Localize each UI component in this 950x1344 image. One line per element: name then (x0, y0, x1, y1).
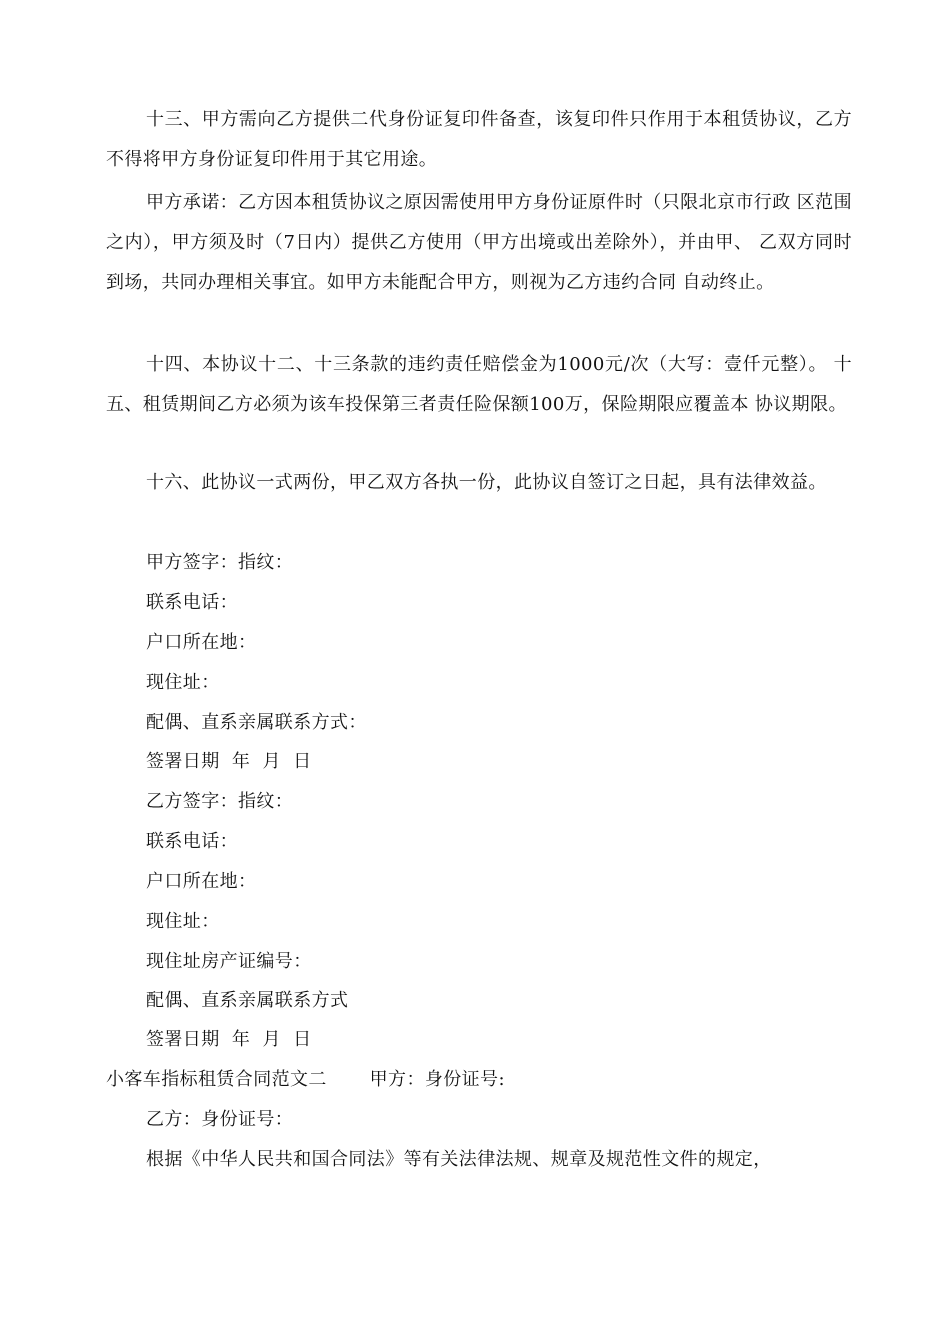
clause-13: 十三、甲方需向乙方提供二代身份证复印件备查，该复印件只作用于本租赁协议，乙方不得将甲方身份证复印件用于其它用途。 (106, 109, 852, 170)
party-b-sign-date-field: 签署日期 年 月 日 (146, 1029, 312, 1050)
party-a-hukou-field: 户口所在地： (146, 632, 257, 653)
party-a-address-field: 现住址： (146, 672, 220, 693)
party-b-address-field: 现住址： (146, 911, 220, 932)
party-b-relative-contact-field: 配偶、直系亲属联系方式 (146, 990, 349, 1011)
sample-two-heading: 小客车指标租赁合同范文二 甲方：身份证号: (106, 1069, 505, 1090)
party-a-commitment: 甲方承诺：乙方因本租赁协议之原因需使用甲方身份证原件时（只限北京市行政 区范围之内），甲方须及时（7日内）提供乙方使用（甲方出境或出差除外），并由甲、 乙双方同时到场，共同办理相关事宜。如甲方未能配合甲方，则视为乙方违约合同 自动终止。 (106, 192, 852, 293)
clause-14-15: 十四、本协议十二、十三条款的违约责任赔偿金为1000元/次（大写：壹仟元整）。 十五、租赁期间乙方必须为该车投保第三者责任险保额100万，保险期限应覆盖本 协议期限。 (106, 354, 852, 415)
party-a-sign-date-field: 签署日期 年 月 日 (146, 751, 312, 772)
party-a-relative-contact-field: 配偶、直系亲属联系方式： (146, 712, 367, 733)
party-b-hukou-field: 户口所在地： (146, 871, 257, 892)
sample-two-intro: 根据《中华人民共和国合同法》等有关法律法规、规章及规范性文件的规定， (146, 1149, 772, 1170)
party-b-property-cert-field: 现住址房产证编号： (146, 951, 312, 972)
clause-16: 十六、此协议一式两份，甲乙双方各执一份，此协议自签订之日起，具有法律效益。 (146, 472, 827, 493)
party-b-phone-field: 联系电话： (146, 831, 238, 852)
party-a-signature-field: 甲方签字：指纹： (146, 552, 294, 573)
party-b-signature-field: 乙方签字：指纹： (146, 791, 294, 812)
sample-two-party-b: 乙方：身份证号： (146, 1109, 294, 1130)
party-a-phone-field: 联系电话： (146, 592, 238, 613)
